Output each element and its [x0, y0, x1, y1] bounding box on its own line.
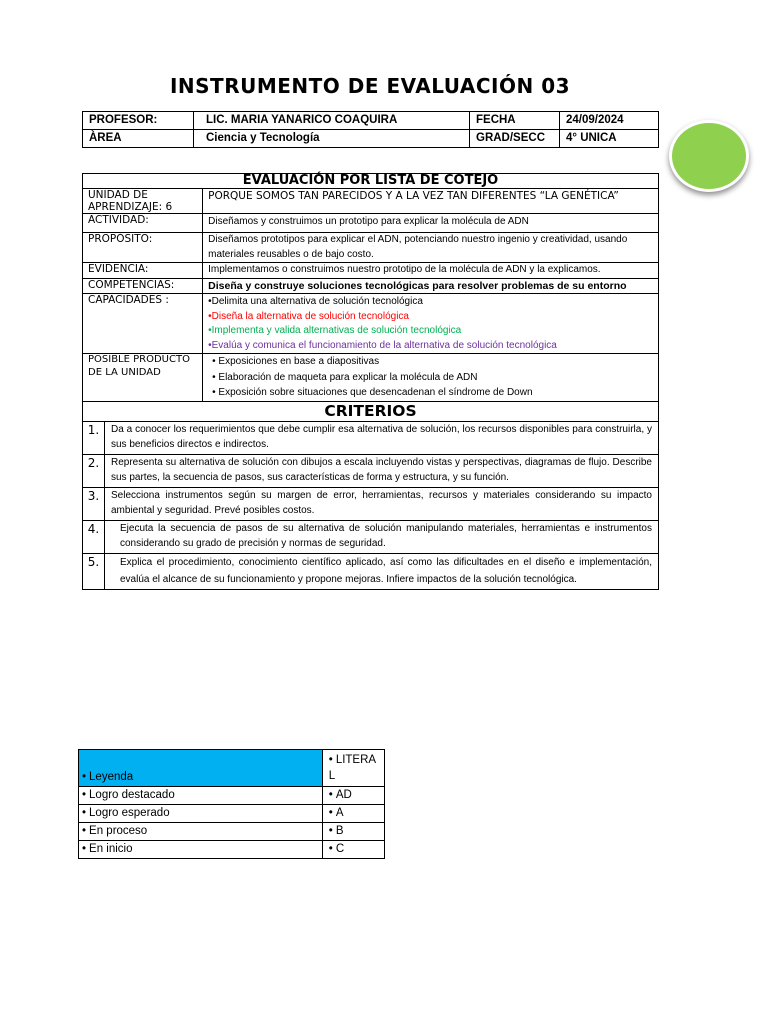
area-value: Ciencia y Tecnología [194, 130, 470, 148]
green-circle-shape [669, 120, 749, 192]
legend-row [79, 823, 385, 841]
header-table [82, 111, 659, 148]
legend-code: • C [322, 841, 384, 859]
proposito-label: PROPÓSITO: [83, 233, 203, 263]
evaluation-table [82, 173, 659, 590]
criterio-number: 3. [83, 487, 105, 520]
competencias-value: Diseña y construye soluciones tecnológicas para resolver problemas de su entorno [203, 278, 659, 294]
criterio-number: 2. [83, 454, 105, 487]
row-competencias [83, 278, 659, 294]
legend-code: • AD [322, 787, 384, 805]
fecha-value: 24/09/2024 [560, 112, 659, 130]
capacidades-list [203, 294, 659, 354]
row-proposito [83, 233, 659, 263]
capacidad-item: •Evalúa y comunica el funcionamiento de la alternativa de solución tecnológica [208, 339, 557, 351]
producto-item: • Elaboración de maqueta para explicar la molécula de ADN [212, 371, 478, 383]
area-label: ÀREA [83, 130, 194, 148]
criterio-text: Explica el procedimiento, conocimiento científico aplicado, así como las dificultades en el diseño e implementación, evalúa el alcance de su funcionamiento y propone mejoras. Infiere impactos de la solución tecnológica. [105, 553, 659, 589]
capacidad-item: •Delimita una alternativa de solución tecnológica [208, 296, 423, 307]
criterio-row [83, 421, 659, 454]
evidencia-value: Implementamos o construimos nuestro prototipo de la molécula de ADN y la explicamos. [203, 263, 659, 279]
producto-item: • Exposición sobre situaciones que desencadenan el síndrome de Down [212, 387, 533, 398]
legend-label: • En proceso [79, 823, 323, 841]
unidad-value: PORQUE SOMOS TAN PARECIDOS Y A LA VEZ TAN DIFERENTES “LA GENÉTICA” [203, 189, 659, 214]
capacidad-item: •Implementa y valida alternativas de solución tecnológica [208, 325, 462, 336]
row-producto [83, 354, 659, 402]
legend-label: • Logro destacado [79, 787, 323, 805]
unidad-label: UNIDAD DE APRENDIZAJE: 6 [83, 189, 203, 214]
criterio-text: Representa su alternativa de solución con dibujos a escala incluyendo vistas y perspectivas, diagramas de flujo. Describe sus partes, la secuencia de pasos, sus características de forma y estructura, y su función. [105, 454, 659, 487]
row-capacidades [83, 294, 659, 354]
legend-row [79, 787, 385, 805]
productos-list [203, 354, 659, 402]
criterio-number: 5. [83, 553, 105, 589]
criterio-text: Selecciona instrumentos según su margen de error, herramientas, recursos y materiales considerando su impacto ambiental y seguridad. Prevé posibles costos. [105, 487, 659, 520]
criterios-title: CRITERIOS [83, 401, 659, 421]
grado-label: GRAD/SECC [470, 130, 560, 148]
criterio-row [83, 520, 659, 553]
actividad-label: ACTIVIDAD: [83, 214, 203, 233]
row-evidencia [83, 263, 659, 279]
profesor-value: LIC. MARIA YANARICO COAQUIRA [194, 112, 470, 130]
criterio-number: 1. [83, 421, 105, 454]
document-title: INSTRUMENTO DE EVALUACIÓN 03 [169, 74, 571, 98]
legend-row [79, 841, 385, 859]
row-unidad [83, 189, 659, 214]
criterio-text: Ejecuta la secuencia de pasos de su alternativa de solución manipulando materiales, herramientas e instrumentos considerando su grado de precisión y normas de seguridad. [105, 520, 659, 553]
grado-value: 4° UNICA [560, 130, 659, 148]
producto-item: • Exposiciones en base a diapositivas [212, 356, 380, 367]
legend-label: • Logro esperado [79, 805, 323, 823]
criterio-text: Da a conocer los requerimientos que debe cumplir esa alternativa de solución, los recursos disponibles para construirla, y sus beneficios directos e indirectos. [105, 421, 659, 454]
capacidades-label: CAPACIDADES : [83, 294, 203, 354]
producto-label: POSIBLE PRODUCTO DE LA UNIDAD [83, 354, 203, 402]
evaluation-title: EVALUACIÓN POR LISTA DE COTEJO [83, 174, 659, 189]
legend-table [78, 749, 385, 859]
legend-header-left: • Leyenda [79, 750, 323, 787]
criterio-row [83, 553, 659, 589]
legend-row [79, 805, 385, 823]
legend-label: • En inicio [79, 841, 323, 859]
proposito-value: Diseñamos prototipos para explicar el ADN, potenciando nuestro ingenio y creatividad, usando materiales reusables o de bajo costo. [203, 233, 659, 263]
header-row-profesor [83, 112, 659, 130]
criterio-row [83, 454, 659, 487]
legend-code: • A [322, 805, 384, 823]
legend-code: • B [322, 823, 384, 841]
evidencia-label: EVIDENCIA: [83, 263, 203, 279]
header-row-area [83, 130, 659, 148]
criterio-number: 4. [83, 520, 105, 553]
legend-header-row [79, 750, 385, 787]
competencias-label: COMPETENCIAS: [83, 278, 203, 294]
fecha-label: FECHA [470, 112, 560, 130]
actividad-value: Diseñamos y construimos un prototipo para explicar la molécula de ADN [203, 214, 659, 233]
legend-header-right: • LITERAL [322, 750, 384, 787]
profesor-label: PROFESOR: [83, 112, 194, 130]
row-actividad [83, 214, 659, 233]
criterio-row [83, 487, 659, 520]
capacidad-item: •Diseña la alternativa de solución tecnológica [208, 310, 409, 322]
